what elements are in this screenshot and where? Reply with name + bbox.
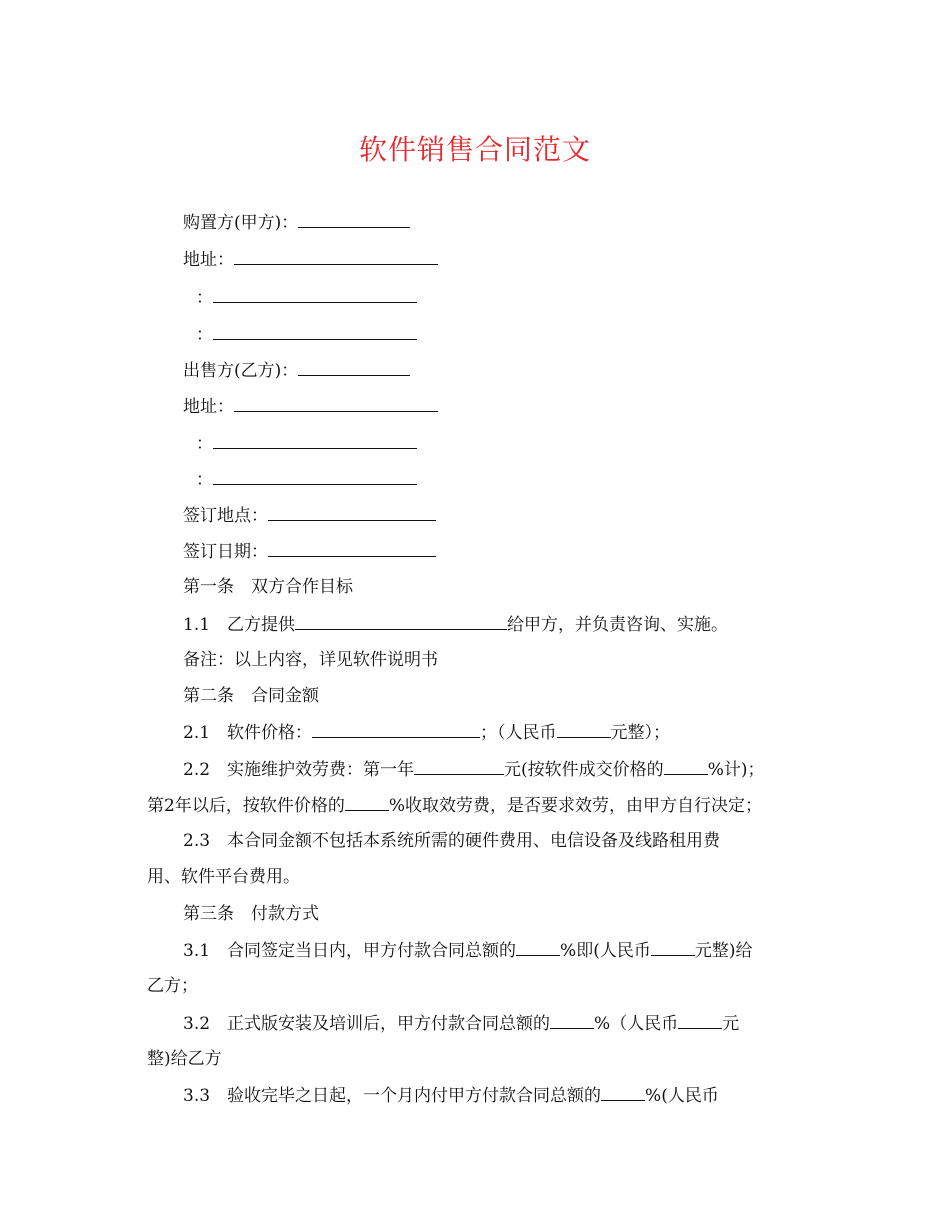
clause-text: %即(人民币 [560, 941, 651, 961]
clause-text: 元(按软件成交价格的 [504, 760, 664, 780]
clause-text: 1.1 乙方提供 [183, 615, 296, 635]
blank-line [234, 394, 438, 412]
clause-text: 3.1 合同签定当日内，甲方付款合同总额的 [183, 941, 517, 961]
field-label: 购置方(甲方)： [183, 213, 299, 233]
field-label: 出售方(乙方)： [183, 361, 299, 381]
clause-2-2 [183, 757, 764, 782]
seller-extra-field-1 [196, 431, 417, 456]
blank-line [268, 539, 436, 557]
buyer-address-field [183, 247, 438, 272]
blank-line [268, 503, 436, 521]
blank-line [234, 247, 438, 265]
blank-line [664, 757, 708, 775]
article-3-heading: 第三条 付款方式 [183, 904, 319, 924]
blank-line [550, 1011, 594, 1029]
clause-3-3 [183, 1083, 719, 1108]
blank-line [345, 793, 389, 811]
blank-line [601, 1083, 645, 1101]
clause-text: ；（人民币 [480, 723, 557, 743]
blank-line [516, 938, 560, 956]
article-2-heading: 第二条 合同金额 [183, 686, 319, 706]
blank-line [678, 1011, 722, 1029]
field-label: 地址： [183, 250, 234, 270]
blank-line [298, 210, 410, 228]
clause-text: %(人民币 [645, 1086, 719, 1106]
blank-line [557, 720, 611, 738]
page-title: 软件销售合同范文 [358, 133, 591, 166]
clause-2-3-continued: 用、软件平台费用。 [147, 867, 300, 887]
blank-line [414, 757, 504, 775]
seller-extra-field-2 [196, 467, 417, 492]
clause-1-1 [183, 612, 728, 637]
field-label: ： [196, 470, 213, 490]
blank-line [213, 322, 417, 340]
field-label: ： [196, 288, 213, 308]
blank-line [213, 467, 417, 485]
clause-text: 元 [722, 1014, 740, 1034]
clause-text: 元整)给 [694, 941, 753, 961]
field-label: 签订日期： [183, 542, 268, 562]
article-1-heading: 第一条 双方合作目标 [183, 577, 353, 597]
clause-3-2-continued: 整)给乙方 [147, 1049, 222, 1069]
clause-2-2-continued [147, 793, 762, 818]
field-label: ： [196, 325, 213, 345]
field-label: 地址： [183, 397, 234, 417]
buyer-field [183, 210, 410, 235]
clause-text: 第2年以后，按软件价格的 [147, 796, 345, 816]
clause-2-1 [183, 720, 670, 745]
clause-3-1-continued: 乙方； [147, 976, 198, 996]
blank-line [298, 358, 410, 376]
blank-line [295, 612, 507, 630]
clause-text: %（人民币 [594, 1014, 679, 1034]
blank-line [651, 938, 695, 956]
seller-field [183, 358, 410, 383]
seller-address-field [183, 394, 438, 419]
clause-2-3: 2.3 本合同金额不包括本系统所需的硬件费用、电信设备及线路租用费 [183, 831, 721, 851]
clause-text: 2.1 软件价格： [183, 723, 313, 743]
clause-text: 2.2 实施维护效劳费：第一年 [183, 760, 415, 780]
blank-line [213, 285, 417, 303]
clause-text: %计)； [707, 760, 765, 780]
blank-line [312, 720, 480, 738]
clause-text: 给甲方，并负责咨询、实施。 [507, 615, 729, 635]
note-line: 备注：以上内容，详见软件说明书 [183, 650, 438, 670]
sign-place-field [183, 503, 436, 528]
buyer-extra-field-2 [196, 322, 417, 347]
field-label: 签订地点： [183, 506, 268, 526]
clause-text: 3.2 正式版安装及培训后，甲方付款合同总额的 [183, 1014, 551, 1034]
sign-date-field [183, 539, 436, 564]
clause-3-2 [183, 1011, 739, 1036]
clause-text: 3.3 验收完毕之日起，一个月内付甲方付款合同总额的 [183, 1086, 602, 1106]
clause-text: %收取效劳费，是否要求效劳，由甲方自行决定； [388, 796, 762, 816]
buyer-extra-field-1 [196, 285, 417, 310]
blank-line [213, 431, 417, 449]
field-label: ： [196, 434, 213, 454]
clause-text: 元整）； [610, 723, 671, 743]
clause-3-1 [183, 938, 752, 963]
